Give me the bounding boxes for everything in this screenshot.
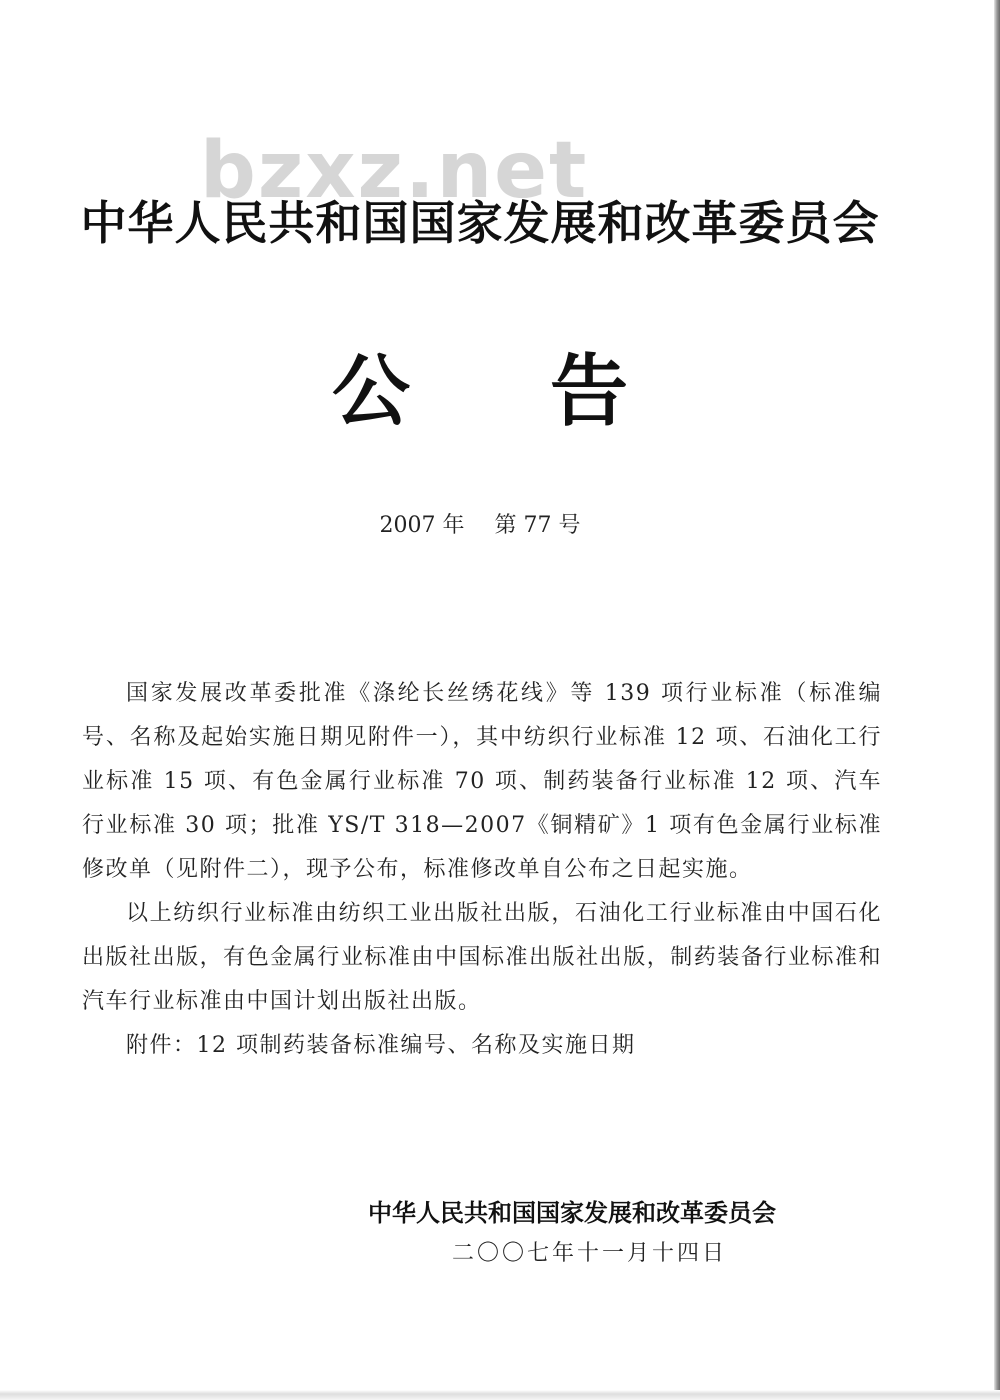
page-edge-right (994, 0, 1000, 1400)
body-paragraph-attachment: 附件：12 项制药装备标准编号、名称及实施日期 (126, 1033, 636, 1058)
body-paragraph-approval: 国家发展改革委批准《涤纶长丝绣花线》等 139 项行业标准（标准编号、名称及起始实施日期见附件一），其中纺织行业标准 12 项、石油化工行业标准 15 项、有色金属行业标准 70 项、制药装备行业标准 12 项、汽车行业标准 30 项；批准 YS/T 318—2007《铜精矿》1 项有色金属行业标准修改单（见附件二），现予公布，标准修改单自公布之日起实施。 (82, 681, 882, 882)
document-type-heading: 公告 (331, 347, 768, 437)
document-number: 第 77 号 (494, 513, 581, 538)
document-number-line (0, 508, 960, 539)
signature-organization: 中华人民共和国国家发展和改革委员会 (368, 1199, 776, 1227)
watermark: bzxz.net (200, 126, 589, 216)
document-year: 2007 年 (379, 513, 465, 538)
issuing-organization-title: 中华人民共和国国家发展和改革委员会 (80, 196, 880, 250)
announcement-body (82, 672, 882, 1068)
page-edge-bottom (0, 1390, 1000, 1400)
body-paragraph-publishers: 以上纺织行业标准由纺织工业出版社出版，石油化工行业标准由中国石化出版社出版，有色金属行业标准由中国标准出版社出版，制药装备行业标准和汽车行业标准由中国计划出版社出版。 (82, 901, 882, 1014)
signature-date: 二〇〇七年十一月十四日 (452, 1241, 728, 1266)
